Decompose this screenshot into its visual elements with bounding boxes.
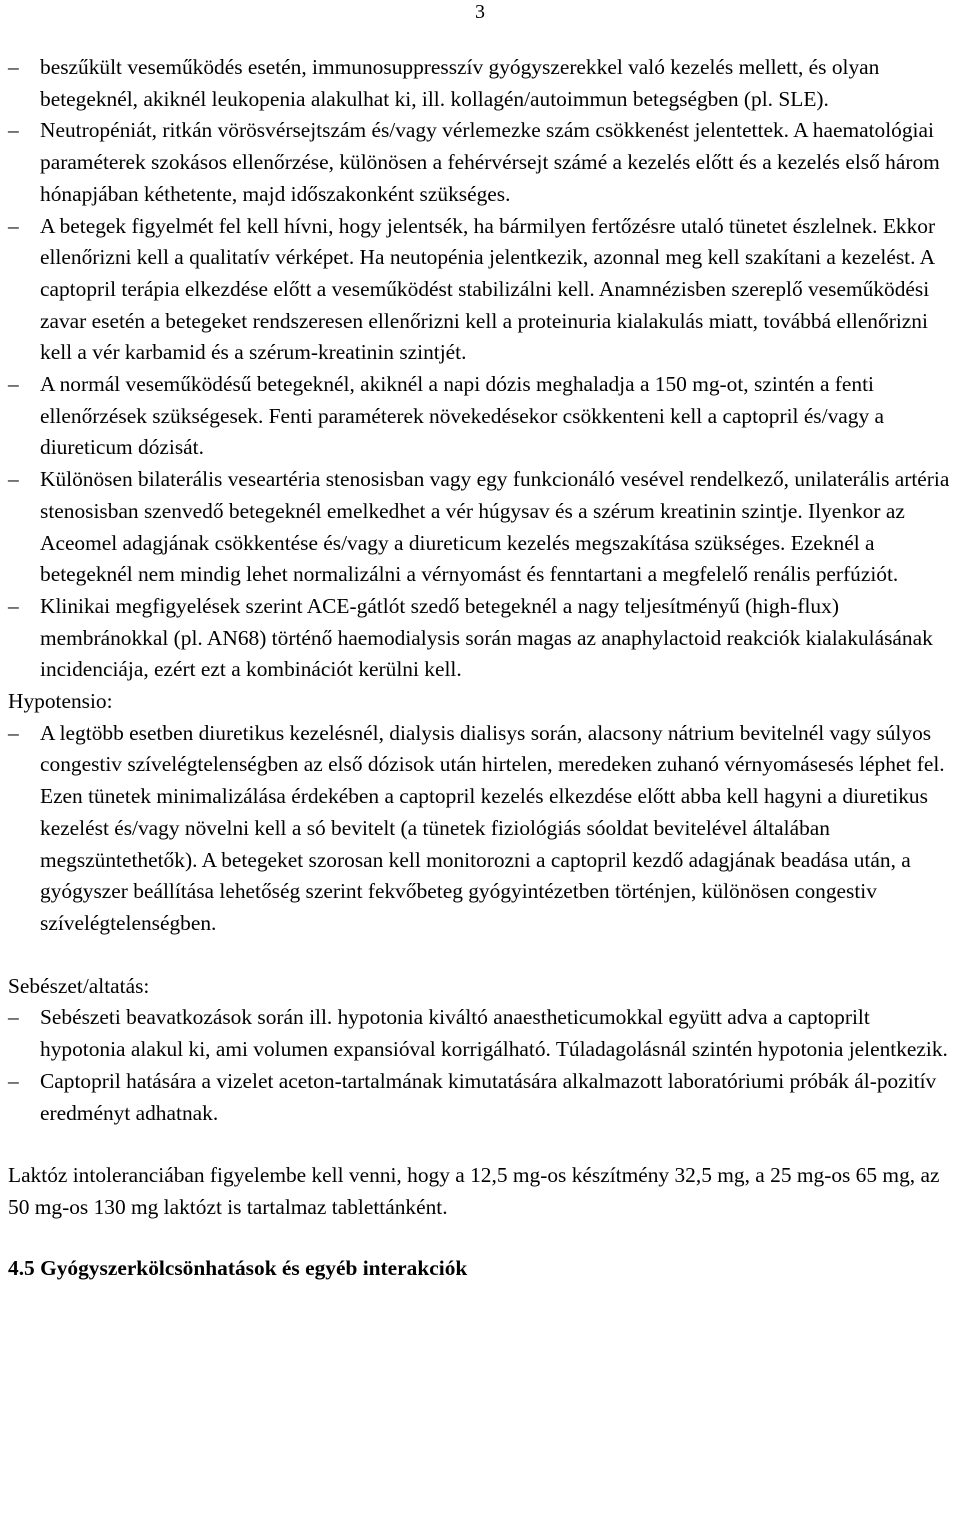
- dash-bullet: –: [8, 1068, 18, 1093]
- list-item-text: Különösen bilaterális veseartéria stenosisban vagy egy funkcionáló vesével rendelkező, unilaterális artéria stenosisban szenvedő betegeknél emelkedhet a vér húgysav és a szérum kreatinin szintje. Ilyenkor az Aceomel adagjának csökkentése és/vagy a diureticum kezelés megszakítása szükséges. Ezeknél a betegeknél nem mindig lehet normalizálni a vérnyomást és fenntartani a megfelelő renális perfúziót.: [40, 467, 950, 587]
- list-item-text: A betegek figyelmét fel kell hívni, hogy jelentsék, ha bármilyen fertőzésre utaló tünetet észlelnek. Ekkor ellenőrizni kell a qualitatív vérképet. Ha neutopénia jelentkezik, azonnal meg kell szakítani a kezelést. A captopril terápia elkezdése előtt a veseműködést stabilizálni kell. Anamnézisben szereplő veseműködési zavar esetén a betegeket rendszeresen ellenőrizni kell a proteinuria kialakulás miatt, továbbá ellenőrizni kell a vér karbamid és a szérum-kreatinin szintjét.: [40, 213, 936, 365]
- page-number: 3: [475, 1, 485, 23]
- list-item: [8, 1066, 958, 1129]
- dash-bullet: –: [8, 213, 18, 238]
- dash-bullet: –: [8, 1005, 18, 1030]
- list-item: [8, 52, 958, 115]
- list-item-text: Neutropéniát, ritkán vörösvérsejtszám és/vagy vérlemezke szám csökkenést jelentettek. A haematológiai paraméterek szokásos ellenőrzése, különösen a fehérvérsejt számé a kezelés előtt és a kezelés első három hónapjában kéthetente, majd időszakonként szükséges.: [40, 118, 940, 206]
- list-item-text: A normál veseműködésű betegeknél, akiknél a napi dózis meghaladja a 150 mg-ot, szintén a fenti ellenőrzések szükségesek. Fenti paraméterek növekedésekor csökkenteni kell a captopril és/vagy a diureticum dózisát.: [40, 372, 885, 460]
- document-body: [8, 52, 958, 1284]
- section-heading: 4.5 Gyógyszerkölcsönhatások és egyéb interakciók: [8, 1255, 468, 1280]
- list-item: [8, 464, 958, 591]
- list-item: [8, 369, 958, 464]
- list-item-text: beszűkült veseműködés esetén, immunosuppresszív gyógyszerekkel való kezelés mellett, és olyan betegeknél, akiknél leukopenia alakulhat ki, ill. kollagén/autoimmun betegségben (pl. SLE).: [40, 55, 880, 111]
- section-hypotensio: [8, 686, 958, 940]
- list-item: [8, 1002, 958, 1065]
- section-sebeszet: [8, 971, 958, 1130]
- list-item-text: Captopril hatására a vizelet aceton-tartalmának kimutatására alkalmazott laboratóriumi próbák ál-pozitív eredményt adhatnak.: [40, 1068, 937, 1125]
- section-label: Hypotensio:: [8, 689, 113, 714]
- dash-bullet: –: [8, 720, 18, 745]
- list-item: [8, 211, 958, 370]
- list-item-text: Sebészeti beavatkozások során ill. hypotonia kiváltó anaestheticumokkal együtt adva a captoprilt hypotonia alakul ki, ami volumen expansióval korrigálható. Túladagolásnál szintén hypotonia jelentkezik.: [40, 1005, 948, 1062]
- list-item: [8, 591, 958, 686]
- section-label: Sebészet/altatás:: [8, 973, 150, 998]
- section-warnings: [8, 52, 958, 686]
- list-item: [8, 115, 958, 210]
- dash-bullet: –: [8, 593, 18, 618]
- dash-bullet: –: [8, 372, 18, 397]
- list-item: [8, 718, 958, 940]
- lactose-paragraph: Laktóz intoleranciában figyelembe kell venni, hogy a 12,5 mg-os készítmény 32,5 mg, a 25 mg-os 65 mg, az 50 mg-os 130 mg laktózt is tartalmaz tablettánként.: [8, 1163, 940, 1219]
- list-item-text: A legtöbb esetben diuretikus kezelésnél, dialysis dialisys során, alacsony nátrium bevitelnél vagy súlyos congestiv szívelégtelenségben az első dózisok után hirtelen, meredeken zuhanó vérnyomásesés léphet fel. Ezen tünetek minimalizálása érdekében a captopril kezelés elkezdése előtt abba kell hagyni a diuretikus kezelést és/vagy növelni kell a só bevitelt (a tünetek fiziológiás sóoldat bevitelével általában megszüntethetők). A betegeket szorosan kell monitorozni a captopril kezdő adagjának beadása után, a gyógyszer beállítása lehetőség szerint fekvőbeteg gyógyintézetben történjen, különösen congestiv szívelégtelenségben.: [40, 720, 945, 935]
- dash-bullet: –: [8, 118, 18, 143]
- dash-bullet: –: [8, 55, 18, 79]
- dash-bullet: –: [8, 467, 18, 492]
- list-item-text: Klinikai megfigyelések szerint ACE-gátlót szedő betegeknél a nagy teljesítményű (high-flux) membránokkal (pl. AN68) történő haemodialysis során magas az anaphylactoid reakciók kialakulásának incidenciája, ezért ezt a kombinációt kerülni kell.: [40, 593, 933, 682]
